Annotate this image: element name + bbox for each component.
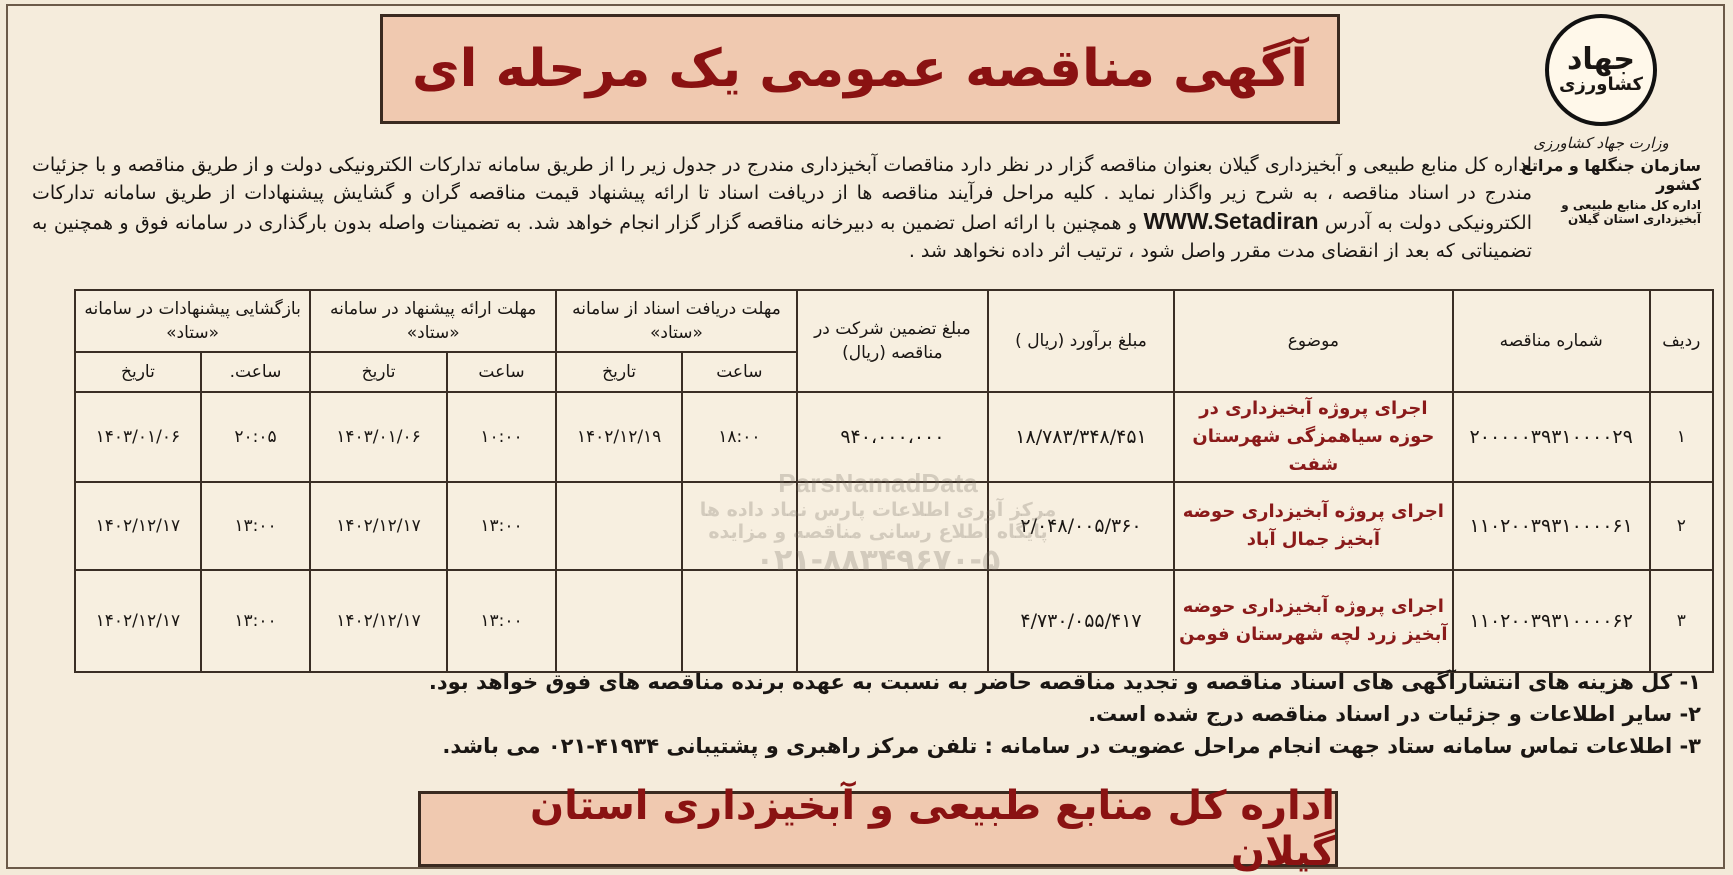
page-title: آگهی مناقصه عمومی یک مرحله ای — [411, 39, 1309, 99]
cell-docs-time: ۱۸:۰۰ — [682, 392, 797, 482]
header-open-date: تاریخ — [75, 352, 201, 392]
watermark-brand: ParsNamadData — [778, 468, 978, 498]
cell-guarantee — [797, 482, 988, 570]
cell-tender-number: ۱۱۰۲۰۰۳۹۳۱۰۰۰۰۶۲ — [1453, 570, 1650, 672]
note-item: ۱- کل هزینه های انتشارآگهی های اسناد مناقصه و تجدید مناقصه حاضر به نسبت به عهده برنده مناقصه های فوق خواهد بود. — [428, 670, 1701, 694]
tender-table — [74, 289, 1714, 673]
footer-banner — [418, 783, 1338, 875]
cell-row: ۲ — [1650, 482, 1713, 570]
cell-estimate: ۴/۷۳۰/۰۵۵/۴۱۷ — [988, 570, 1174, 672]
watermark-phone: ۰۲۱-۸۸۳۴۹۶۷۰-۵ — [755, 543, 1001, 578]
header-estimate: مبلغ برآورد (ریال ) — [988, 290, 1174, 392]
header-opening: بازگشایی پیشنهادات در سامانه «ستاد» — [75, 290, 310, 352]
cell-submit-time: ۱۰:۰۰ — [447, 392, 556, 482]
header-docs-date: تاریخ — [556, 352, 682, 392]
footer-title: اداره کل منابع طبیعی و آبخیزداری استان گیلان — [529, 783, 1335, 875]
watermark-line: مرکز آوری اطلاعات پارس نماد داده ها — [699, 499, 1057, 521]
watermark-line: پایگاه اطلاع رسانی مناقصه و مزایده — [708, 521, 1048, 543]
header-subject: موضوع — [1174, 290, 1453, 392]
logo-text-1: جهاد — [1566, 42, 1636, 77]
logo-emblem — [1545, 14, 1657, 126]
cell-open-date: ۱۴۰۲/۱۲/۱۷ — [75, 482, 201, 570]
cell-open-time: ۱۳:۰۰ — [201, 570, 310, 672]
cell-submit-date: ۱۴۰۳/۰۱/۰۶ — [310, 392, 447, 482]
cell-docs-date — [556, 482, 682, 570]
cell-row: ۱ — [1650, 392, 1713, 482]
header-submit-date: تاریخ — [310, 352, 447, 392]
header-tender-number: شماره مناقصه — [1453, 290, 1650, 392]
cell-submit-date: ۱۴۰۲/۱۲/۱۷ — [310, 482, 447, 570]
note-item: ۲- سایر اطلاعات و جزئیات در اسناد مناقصه درج شده است. — [1088, 702, 1701, 726]
notes-list — [428, 666, 1701, 762]
cell-docs-date: ۱۴۰۲/۱۲/۱۹ — [556, 392, 682, 482]
cell-estimate: ۱۸/۷۸۳/۳۴۸/۴۵۱ — [988, 392, 1174, 482]
header-submit-deadline: مهلت ارائه پیشنهاد در سامانه «ستاد» — [310, 290, 556, 352]
header-docs-time: ساعت — [682, 352, 797, 392]
intro-paragraph — [32, 151, 1532, 265]
cell-tender-number: ۱۱۰۲۰۰۳۹۳۱۰۰۰۰۶۱ — [1453, 482, 1650, 570]
cell-tender-number: ۲۰۰۰۰۰۳۹۳۱۰۰۰۰۲۹ — [1453, 392, 1650, 482]
cell-submit-date: ۱۴۰۲/۱۲/۱۷ — [310, 570, 447, 672]
cell-row: ۳ — [1650, 570, 1713, 672]
intro-text-1: اداره کل منابع طبیعی و آبخیزداری گیلان بعنوان مناقصه گزار در نظر دارد مناقصات آبخیزداری مندرج در جدول زیر را از طریق سامانه تدارکات الکترونیکی دولت و از طریق مناقصه و با جزئیات مندرج در اسناد مناقصه ، به شرح زیر واگذار نماید . کلیه مراحل فرآیند مناقصه ها از دریافت اسناد تا ارائه پیشنهاد قیمت مناقصه گران و گشایش پیشنهادات از طریق سامانه تدارکات الکترونیکی دولت به آدرس — [32, 154, 1532, 234]
header-submit-time: ساعت — [447, 352, 556, 392]
intro-text-2: و همچنین با ارائه اصل تضمین به دبیرخانه مناقصه گزار گزار انجام خواهد شد. به تضمینات واصله بدون بارگذاری در سامانه فوق و همچنین به تضمیناتی که بعد از انقضای مدت مقرر واصل شود ، ترتیب اثر داده نخواهد شد . — [32, 212, 1532, 262]
cell-guarantee — [797, 570, 988, 672]
note-item: ۳- اطلاعات تماس سامانه ستاد جهت انجام مراحل عضویت در سامانه : تلفن مرکز راهبری و پشتیبانی ۴۱۹۳۴-۰۲۱ می باشد. — [442, 734, 1701, 758]
header-open-time: ساعت. — [201, 352, 310, 392]
cell-open-time: ۲۰:۰۵ — [201, 392, 310, 482]
cell-subject: اجرای پروژه آبخیزداری حوضه آبخیز زرد لچه شهرستان فومن — [1174, 570, 1453, 672]
header-guarantee: مبلغ تضمین شرکت در مناقصه (ریال) — [797, 290, 988, 392]
cell-open-date: ۱۴۰۳/۰۱/۰۶ — [75, 392, 201, 482]
cell-open-time: ۱۳:۰۰ — [201, 482, 310, 570]
setadiran-url: WWW.Setadiran — [1143, 208, 1319, 234]
cell-docs-date — [556, 570, 682, 672]
department-name: اداره کل منابع طبیعی و آبخیزداری استان گیلان — [1561, 198, 1701, 226]
organization-name: سازمان جنگلها و مراتع کشور — [1521, 156, 1701, 194]
logo-text-2: کشاورزی — [1559, 74, 1643, 95]
ministry-name: وزارت جهاد کشاورزی — [1533, 134, 1669, 152]
cell-docs-time — [682, 570, 797, 672]
cell-docs-time — [682, 482, 797, 570]
cell-subject: اجرای پروژه آبخیزداری حوضه آبخیز جمال آباد — [1174, 482, 1453, 570]
cell-open-date: ۱۴۰۲/۱۲/۱۷ — [75, 570, 201, 672]
header-row-number: ردیف — [1650, 290, 1713, 392]
cell-submit-time: ۱۳:۰۰ — [447, 482, 556, 570]
table-row — [75, 482, 1713, 570]
cell-submit-time: ۱۳:۰۰ — [447, 570, 556, 672]
cell-estimate: ۲/۰۴۸/۰۰۵/۳۶۰ — [988, 482, 1174, 570]
cell-subject: اجرای پروژه آبخیزداری در حوزه سیاهمزگی شهرستان شفت — [1174, 392, 1453, 482]
title-banner — [380, 14, 1340, 124]
cell-guarantee: ۹۴۰،۰۰۰،۰۰۰ — [797, 392, 988, 482]
table-row — [75, 570, 1713, 672]
document-page — [6, 4, 1725, 875]
table-row — [75, 392, 1713, 482]
header-docs-deadline: مهلت دریافت اسناد از سامانه «ستاد» — [556, 290, 797, 352]
